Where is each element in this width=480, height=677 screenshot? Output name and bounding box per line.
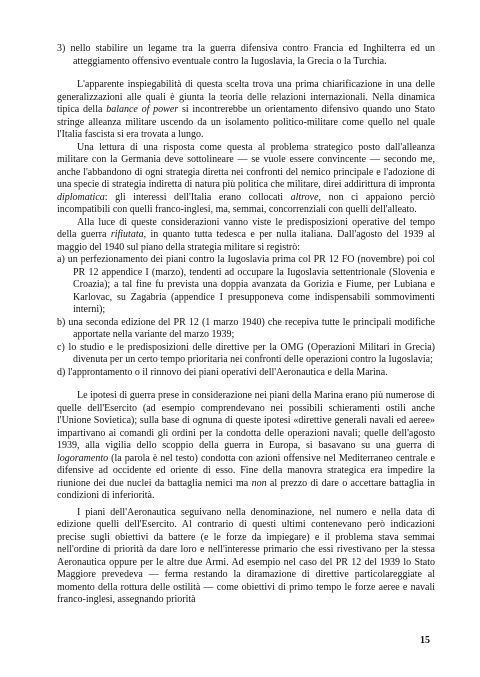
italic-term: rifiutata xyxy=(110,229,144,240)
text-run: Le ipotesi di guerra prese in considerazione nei piani della Marina erano più numerose di quelle dell'Esercito (ad esempio comprendevano nei possibili schieramenti ostili anche l'Unione Sovietica); sulla base di ognuna di queste ipotesi «direttive generali navali ed aeree» impartivano ai comandi gli ordini per la condotta delle operazioni navali; quelle dell'agosto 1939, alla vigilia dello scoppio della guerra in Europa, si basavano su una guerra di xyxy=(57,390,435,451)
italic-term: diplomatica xyxy=(57,191,105,203)
italic-term: balance of power xyxy=(106,104,179,115)
text-run: , non ci appaiono perciò incompatibili con quelli franco-inglesi, ma, semmai, concorrenziali con quelli dell'alleato. xyxy=(57,191,436,215)
list-item-d: d) l'approntamento o il rinnovo dei piani operativi dell'Aeronautica e della Marina. xyxy=(57,366,388,378)
italic-term: logoramento xyxy=(57,452,109,464)
text-run: L'apparente inspiegabilità di questa scelta trova una prima chiarificazione in una delle generalizzazioni alle quali è giunta la teoria delle relazioni internazionali. Nella dinamica tipica della xyxy=(57,79,435,115)
text-run: : gli interessi dell'Italia erano collocati xyxy=(104,191,291,203)
list-item-a: a) un perfezionamento dei piani contro la Iugoslavia prima col PR 12 FO (novembre) poi col PR 12 appendice I (marzo), tendenti ad occupare la Iugoslavia settentrionale (Slovenia e Croazia); a tal fine fu prevista una doppia avanzata da Gorizia e Fiume, per Lubiana e Karlovac, su Zagabria (appendice I presupponeva come indispensabili sommovimenti interni); xyxy=(57,254,435,315)
text-run: Alla luce di queste considerazioni vanno viste le predisposizioni operative del tempo della guerra xyxy=(57,216,435,240)
paragraph-guerra-rifiutata xyxy=(57,217,435,255)
paragraph-balance-of-power xyxy=(57,79,435,142)
italic-term: altrove xyxy=(290,191,319,203)
page-number: 15 xyxy=(420,635,430,646)
text-run: I piani dell'Aeronautica seguivano nella denominazione, nel numero e nella data di edizione quelli dell'Esercito. Al contrario di questi ultimi contenevano però indicazioni precise sugli obiettivi da battere (e le forze da impiegare) e il problema stava semmai nell'ordine di priorità da dare loro e nell'interesse primario che essi rivestivano per la stessa Aeronautica oppure per le altre due Armi. Ad esempio nel caso del PR 12 del 1939 lo Stato Maggiore prevedeva — ferma restando la diramazione di direttive particolareggiate al momento della rottura delle ostilità — come obiettivi di primo tempo le forze aeree e navali franco-inglesi, assegnando priorità xyxy=(57,506,435,605)
paragraph-piani-marina xyxy=(57,390,435,503)
italic-term: non xyxy=(251,477,267,489)
paragraph-strategia-indiretta xyxy=(57,142,435,217)
text-column xyxy=(57,43,435,607)
text-run: , in quanto tutta tedesca e per nulla italiana. Dall'agosto del 1939 al maggio del 1940 sul piano della strategia militare si registrò: xyxy=(57,229,435,253)
text-run: si incontrerebbe un orientamento difensivo quando uno Stato stringe alleanza militare uscendo da un isolamento politico-militare come quello nel quale l'Italia fascista si era trovata a lungo. xyxy=(57,104,435,140)
list-item-c: c) lo studio e le predisposizioni delle direttive per la OMG (Operazioni Militari in Grecia) divenuta per un certo tempo prioritaria nei confronti delle operazioni contro la Iugoslavia; xyxy=(57,341,435,365)
text-run: (la parola è nel testo) condotta con azioni offensive nel Mediterraneo centrale e difensive ad occidente ed oriente di esso. Fine della manovra strategica era impedire la riunione dei due nuclei da battaglia nemici ma xyxy=(57,452,435,489)
paragraph-piani-aeronautica xyxy=(57,507,435,607)
text-run: Una lettura di una risposta come questa al problema strategico posto dall'alleanza militare con la Germania deve sottolineare — se vuole essere convincente — secondo me, anche l'abbandono di ogni strategia diretta nei confronti del nemico principale e l'adozione di una specie di strategia indiretta di natura più politica che militare, direi addirittura di impronta xyxy=(57,141,435,190)
list-item-b: b) una seconda edizione del PR 12 (1 marzo 1940) che recepiva tutte le principali modifiche apportate nella variante del marzo 1939; xyxy=(57,316,435,340)
text-run: al prezzo di dare o accettare battaglia in condizioni di inferiorità. xyxy=(57,477,435,501)
intro-list-item: 3) nello stabilire un legame tra la guerra difensiva contro Francia ed Inghilterra ed un atteggiamento offensivo eventuale contro la Iugoslavia, la Grecia o la Turchia. xyxy=(57,43,435,67)
